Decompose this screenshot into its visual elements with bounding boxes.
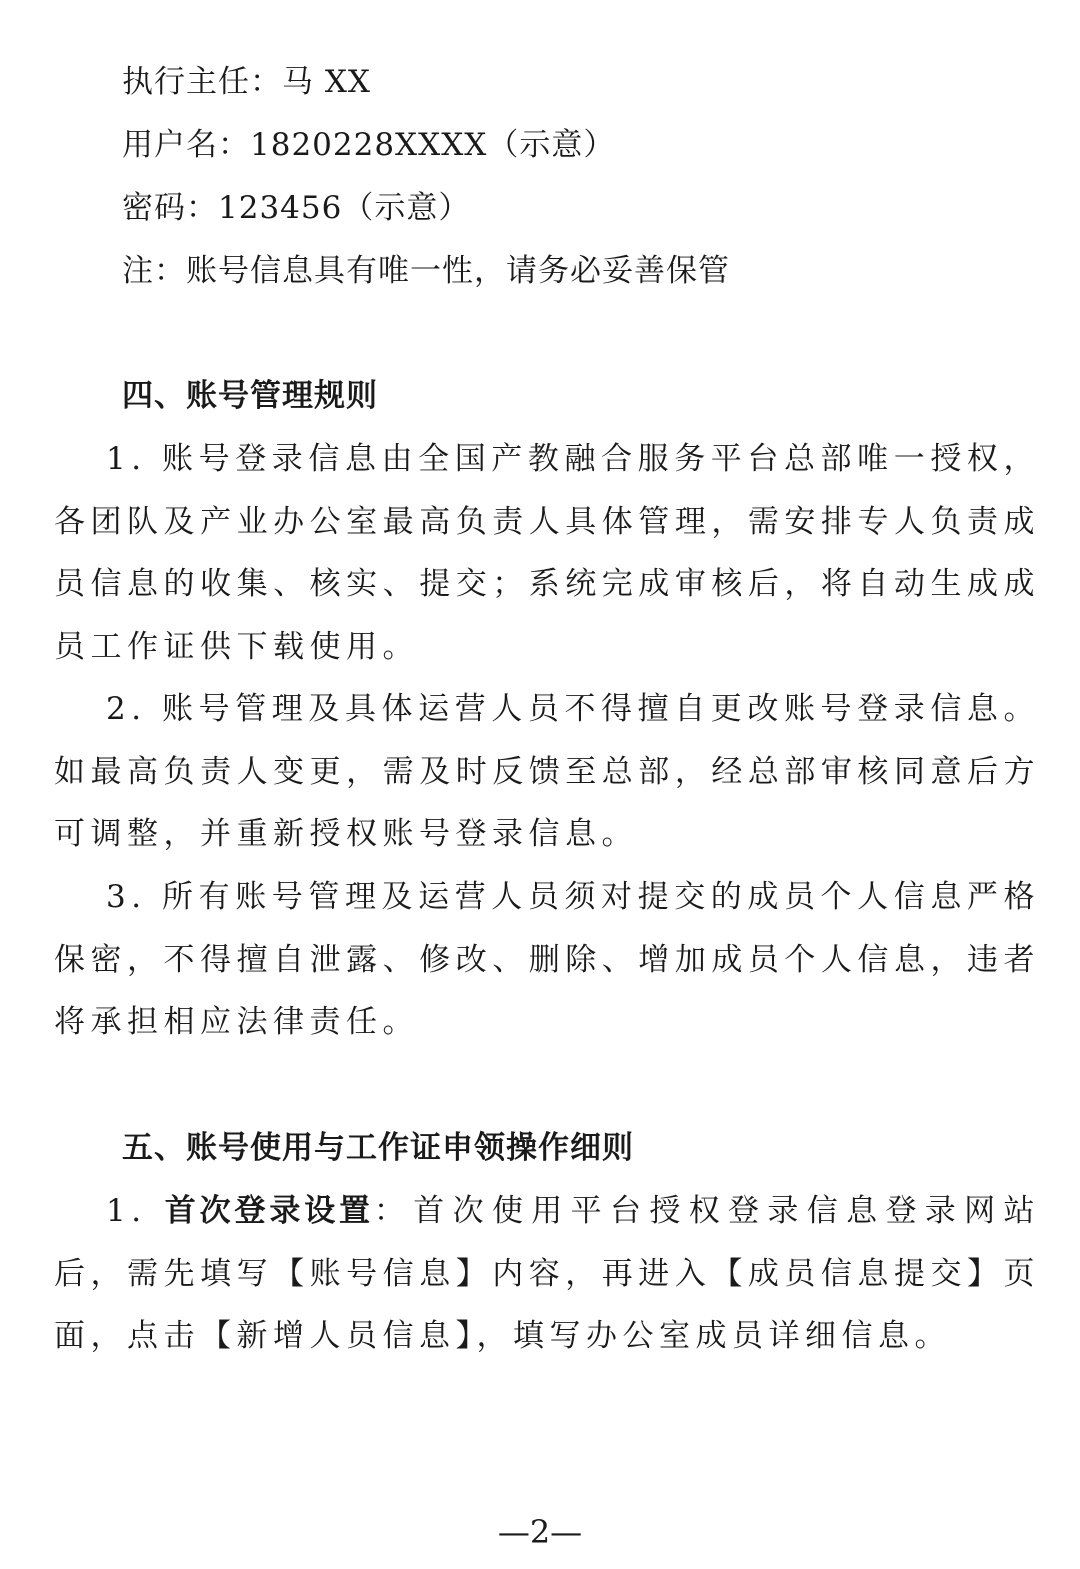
- section4-heading: 四、账号管理规则: [122, 378, 378, 414]
- executive-director-line: 执行主任：马 XX: [122, 64, 371, 100]
- section5-item-1: [54, 1180, 1040, 1368]
- password-line: 密码：123456（示意）: [122, 190, 471, 226]
- section5-item-1-text: ：首次使用平台授权登录信息登录网站后，需先填写【账号信息】内容，再进入【成员信息提交】页面，点击【新增人员信息】，填写办公室成员详细信息。: [54, 1193, 1041, 1354]
- section4-item-2: 2. 账号管理及具体运营人员不得擅自更改账号登录信息。如最高负责人变更，需及时反馈至总部，经总部审核同意后方可调整，并重新授权账号登录信息。: [54, 691, 1040, 852]
- section5-item-1-number: 1.: [106, 1193, 165, 1229]
- section5-item-1-label: 首次登录设置: [164, 1193, 374, 1229]
- account-note-line: 注：账号信息具有唯一性，请务必妥善保管: [122, 253, 730, 289]
- section4-item-1: 1. 账号登录信息由全国产教融合服务平台总部唯一授权，各团队及产业办公室最高负责人具体管理，需安排专人负责成员信息的收集、核实、提交；系统完成审核后，将自动生成成员工作证供下载使用。: [54, 441, 1040, 665]
- section5-heading: 五、账号使用与工作证申领操作细则: [122, 1130, 634, 1166]
- page-number: —2—: [497, 1513, 583, 1551]
- username-line: 用户名：1820228XXXX（示意）: [122, 127, 616, 163]
- section4-item-3: 3. 所有账号管理及运营人员须对提交的成员个人信息严格保密，不得擅自泄露、修改、删除、增加成员个人信息，违者将承担相应法律责任。: [54, 879, 1040, 1040]
